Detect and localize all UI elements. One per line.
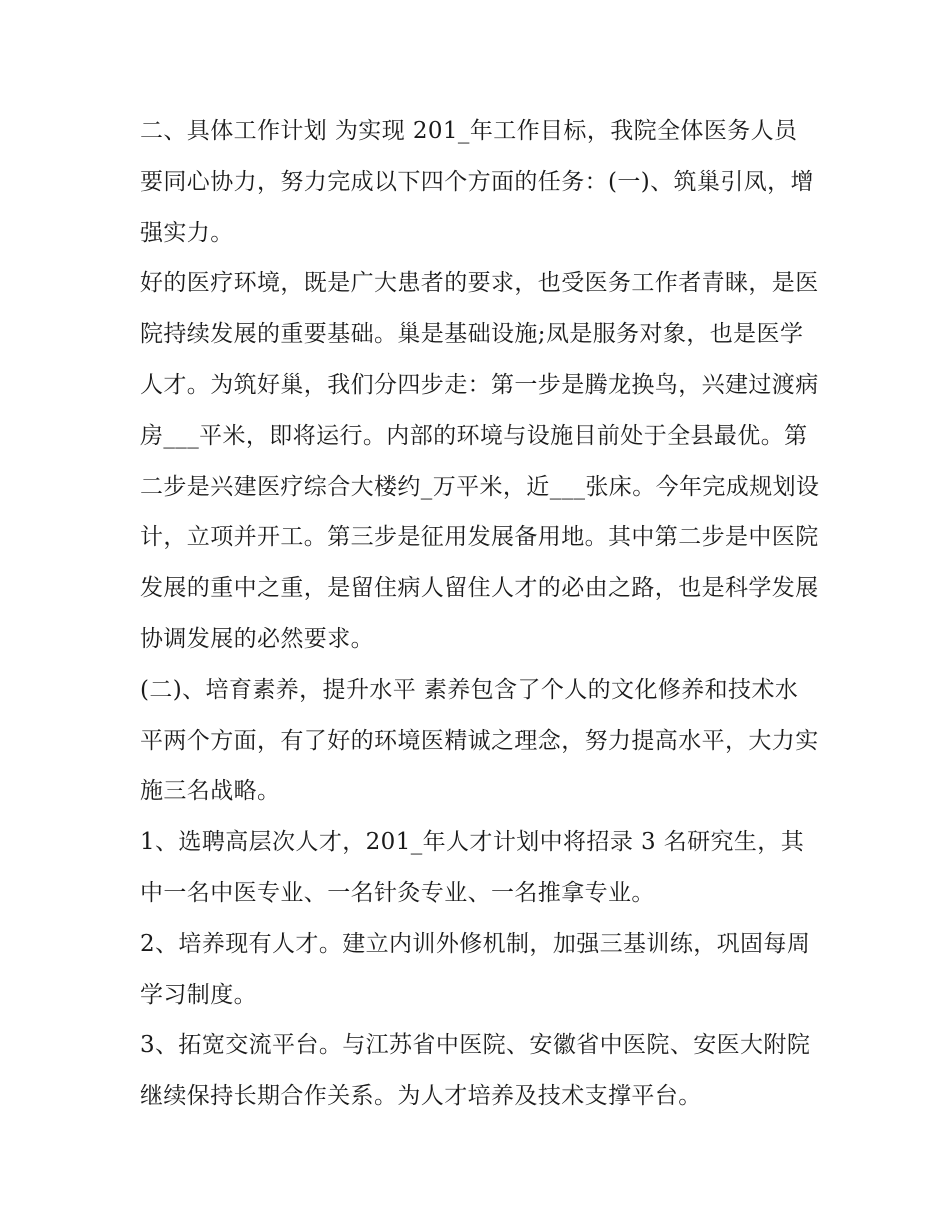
paragraph-item-1-recruit: 1、选聘高层次人才，201_年人才计划中将招录 3 名研究生，其中一名中医专业、一名针灸专业、一名推拿专业。 [140,829,805,906]
paragraph-work-plan-intro: 二、具体工作计划 为实现 201_年工作目标，我院全体医务人员要同心协力，努力完成以下四个方面的任务：(一)、筑巢引凤，增强实力。 [140,118,814,246]
paragraph-medical-environment: 好的医疗环境，既是广大患者的要求，也受医务工作者青睐，是医院持续发展的重要基础。巢是基础设施;凤是服务对象，也是医学人才。为筑好巢，我们分四步走：第一步是腾龙换鸟，兴建过渡病房___平米，即将运行。内部的环境与设施目前处于全县最优。第二步是兴建医疗综合大楼约_万平米，近___张床。今年完成规划设计，立项并开工。第三步是征用发展备用地。其中第二步是中医院发展的重中之重，是留住病人留住人才的必由之路，也是科学发展协调发展的必然要求。 [140,270,820,652]
paragraph-item-3-exchange: 3、拓宽交流平台。与江苏省中医院、安徽省中医院、安医大附院继续保持长期合作关系。为人才培养及技术支撑平台。 [140,1032,811,1110]
paragraph-cultivate-quality: (二)、培育素养，提升水平 素养包含了个人的文化修养和技术水平两个方面，有了好的环境医精诚之理念，努力提高水平，大力实施三名战略。 [140,676,819,805]
document-body [140,106,820,1122]
paragraph-item-2-train: 2、培养现有人才。建立内训外修机制，加强三基训练，巩固每周学习制度。 [140,930,811,1008]
